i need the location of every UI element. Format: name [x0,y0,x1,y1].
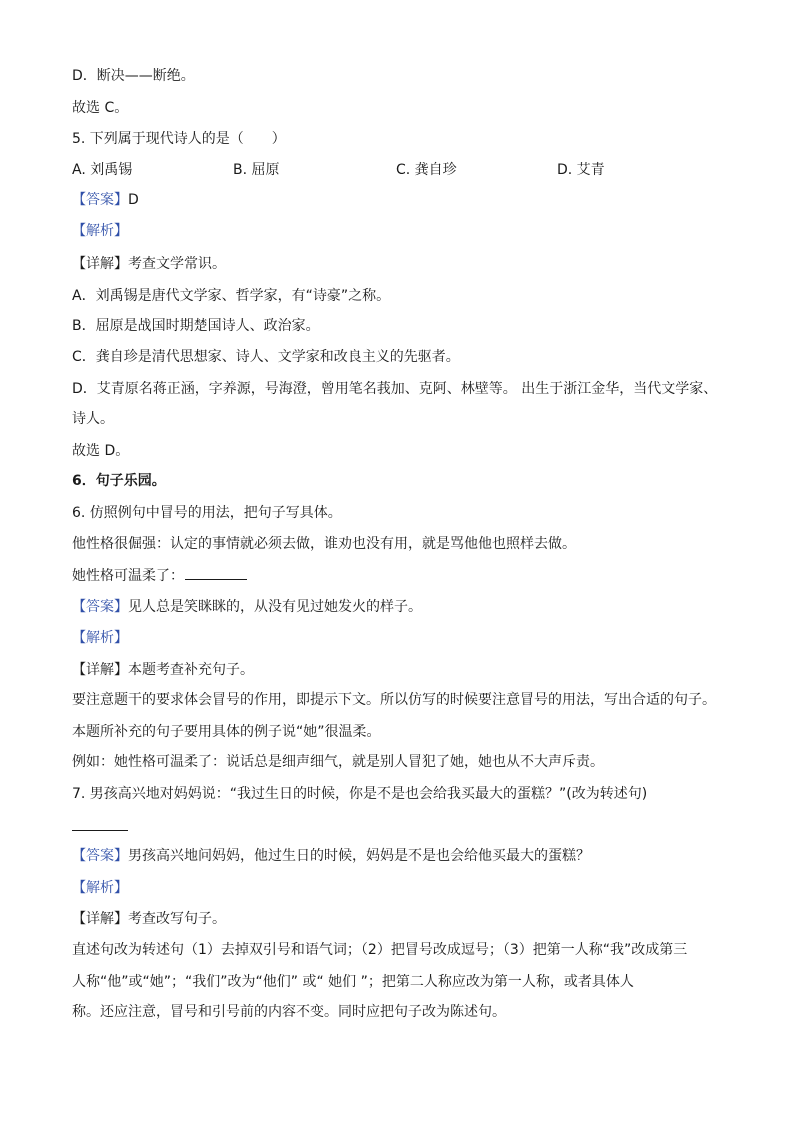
q5-detail-line [72,254,226,274]
question-7-stem: 7. 男孩高兴地对妈妈说：“我过生日的时候，你是不是也会给我买最大的蛋糕？”(改为转述句) [72,786,648,802]
detail-tag: 【详解】 [72,911,128,927]
detail-tag: 【详解】 [72,256,128,272]
q7-answer-line [72,846,590,866]
q6-analysis-tag: 【解析】 [72,630,128,646]
answer-blank [185,565,247,580]
q6-explain-1: 要注意题干的要求体会冒号的作用，即提示下文。所以仿写的时候要注意冒号的用法，写出合适的句子。 [72,692,716,708]
q7-explain-2: 人称“他”或“她”；“我们”改为“他们” 或“ 她们 ”；把第二人称应改为第一人称，或者具体人 [72,974,634,990]
q7-analysis-tag: 【解析】 [72,880,128,896]
q5-explain-b: B．屈原是战国时期楚国诗人、政治家。 [72,318,320,334]
answer-blank [72,830,128,831]
q6-explain-3: 例如：她性格可温柔了：说话总是细声细气，就是别人冒犯了她，她也从不大声斥责。 [72,754,604,770]
q5-option-d: D. 艾青 [557,162,605,178]
q5-explain-d-line1: D．艾青原名蒋正涵，字养源，号海澄，曾用笔名莪加、克阿、林壁等。 出生于浙江金华，当代文学家、 [72,381,718,397]
q5-explain-d-line2: 诗人。 [72,411,114,427]
q6-prompt-line [72,565,247,586]
answer-tag: 【答案】 [72,192,128,208]
q6-explain-2: 本题所补充的句子要用具体的例子说“她”很温柔。 [72,724,381,740]
q5-choose-line: 故选 D。 [72,443,130,459]
q5-option-a: A. 刘禹锡 [72,162,133,178]
q5-option-b: B. 屈原 [233,162,280,178]
q5-option-c: C. 龚自珍 [396,162,457,178]
section-6-title: 6．句子乐园。 [72,473,166,489]
answer-tag: 【答案】 [72,848,128,864]
q6-answer-line [72,597,422,617]
q6-example-sentence: 他性格很倔强：认定的事情就必须去做，谁劝也没有用，就是骂他他也照样去做。 [72,536,576,552]
q7-explain-3: 称。还应注意，冒号和引号前的内容不变。同时应把句子改为陈述句。 [72,1004,506,1020]
q6-prompt-text: 她性格可温柔了： [72,568,184,584]
answer-text: D [128,192,139,208]
q6-detail-line [72,660,254,680]
answer-text: 见人总是笑眯眯的，从没有见过她发火的样子。 [128,599,422,615]
question-5-stem: 5. 下列属于现代诗人的是（ ） [72,131,286,147]
q5-explain-c: C．龚自珍是清代思想家、诗人、文学家和改良主义的先驱者。 [72,349,460,365]
detail-tag: 【详解】 [72,662,128,678]
detail-text: 考查改写句子。 [128,911,226,927]
answer-tag: 【答案】 [72,599,128,615]
detail-text: 考查文学常识。 [128,256,226,272]
answer-text: 男孩高兴地问妈妈，他过生日的时候，妈妈是不是也会给他买最大的蛋糕？ [128,848,590,864]
question-6-stem: 6. 仿照例句中冒号的用法，把句子写具体。 [72,505,342,521]
q7-detail-line [72,909,226,929]
q5-explain-a: A．刘禹锡是唐代文学家、哲学家，有“诗豪”之称。 [72,288,391,304]
detail-text: 本题考查补充句子。 [128,662,254,678]
choose-line: 故选 C。 [72,100,129,116]
q7-explain-1: 直述句改为转述句（1）去掉双引号和语气词；（2）把冒号改成逗号；（3）把第一人称“我”改成第三 [72,942,688,958]
q5-analysis-tag: 【解析】 [72,223,128,239]
q5-answer-line [72,190,139,210]
option-d-line: D．断决——断绝。 [72,68,195,84]
